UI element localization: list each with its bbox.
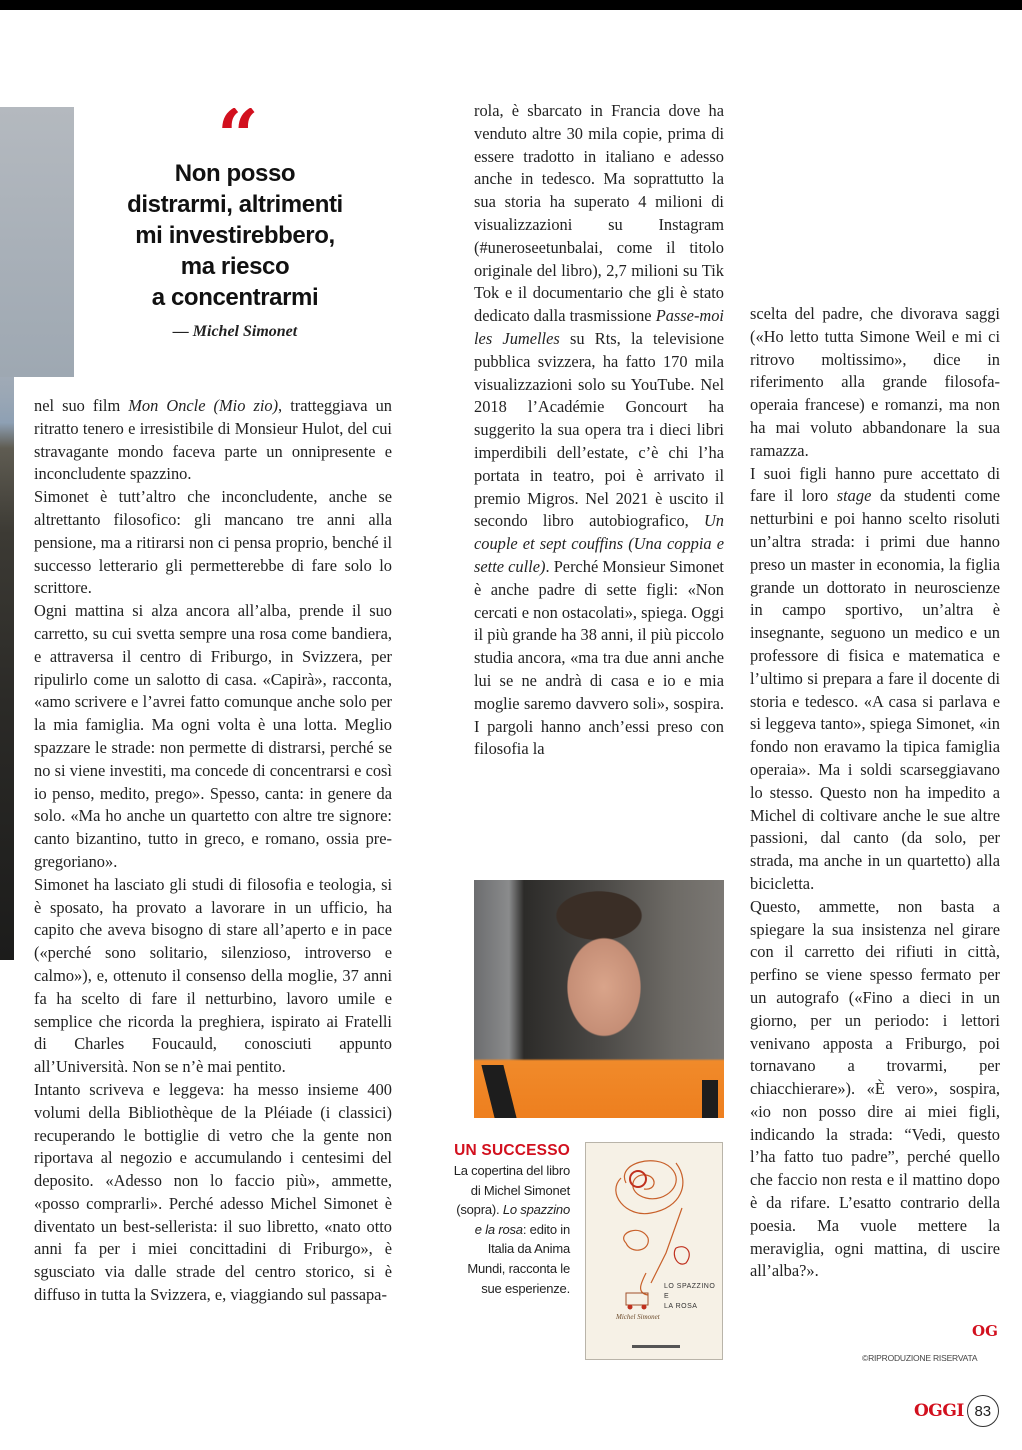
paragraph: Simonet è tutt’altro che inconcludente, anche se altrettanto filosofico: gli mancano tre anni alla pensione, ma a ritirarsi non ci pensa proprio, benché il successo letterario gli permetterebbe di fare solo lo scrittore.	[34, 487, 392, 598]
og-end-signature: OG	[972, 1322, 998, 1340]
text-run: da studenti come netturbini e poi hanno scelto risoluti un’altra strada: i primi due hanno preso un master in economia, la figlia grande un dottorato in neuroscienze in campo sportivo, un’altra è insegnante, seguono un medico e un professore di fisica e matematica e l’ultimo si prepara a fare il docente di storia e tedesco. «A casa si parlava e si leggeva tanto», spiega Simonet, «in fondo non eravamo la tipica famiglia operaia». Ma i soldi scarseggiavano lo stesso. Questo non ha impedito a Michel di coltivare anche le sue altre passioni, dal canto (da solo, per strada, ma anche in un quartetto) alla bicicletta.	[750, 486, 1000, 893]
page-number: 83	[967, 1395, 999, 1427]
text-run: La copertina del libro di Michel Simonet (sopra).	[453, 1163, 570, 1218]
pull-quote	[110, 108, 360, 341]
cover-author: Michel Simonet	[616, 1313, 660, 1321]
book-title: Un couple et sept couffins (Una coppia e sette culle)	[474, 511, 724, 576]
text-run: , tratteggiava un ritratto tenero e irresistibile di Monsieur Hulot, del cui stravagante mondo faceva parte un onnipresente e inconcludente spazzino.	[34, 396, 392, 484]
quote-line: ma riesco	[180, 253, 290, 280]
cover-title-line: E	[664, 1293, 670, 1300]
page-footer	[914, 1395, 999, 1427]
pull-quote-text	[110, 158, 360, 313]
text-run: rola, è sbarcato in Francia dove ha venduto altre 30 mila copie, prima di essere tradotto in italiano e adesso anche in tedesco. Ma soprattutto la sua storia ha superato 4 milioni di visualizzazioni su Instagram (#uneroseetunbalai, come il titolo originale del libro), 2,7 milioni su Tik Tok e il documentario che gli è stato dedicato dalla trasmissione	[474, 101, 724, 326]
text-run: nel suo film	[34, 396, 129, 415]
tv-show-title: Passe-moi les Jumelles	[474, 306, 724, 348]
copyright-notice: ©RIPRODUZIONE RISERVATA	[862, 1353, 978, 1363]
backpack-strap	[702, 1080, 718, 1118]
paragraph: Ogni mattina si alza ancora all’alba, prende il suo carretto, su cui svetta sempre una rosa come bandiera, e attraversa il centro di Friburgo, in Svizzera, per ripulirlo come un salotto di casa. «Capirà», racconta, «amo scrivere e l’avrei fatto comunque anche solo per la mia famiglia. Ma ogni volta è una lotta. Meglio spazzare le strade: non permette di distrarsi, perché se no si viene investiti, ma concede di concentrarsi e così io penso, medito, prego». Spesso, canta: in genere da solo. «Ma ho anche un quartetto con altre tre signore: canto bizantino, tutto in greco, e romano, ossia pre-gregoriano».	[34, 601, 392, 871]
paragraph: Questo, ammette, non basta a spiegare la sua insistenza nel girare con il carretto dei rifiuti in città, perfino se viene spesso fermato per un autografo («Fino a dieci in un giorno, per un periodo: i lettori venivano apposta a Friburgo, poi tornavano a trovarmi, per chiacchierare»). «È vero», sospira, «io non posso dire ai miei figli, indicando la strada: “Vedi, questo l’ha fatto tuo padre”, perché quello che faccio non resta e il mattino dopo è da rifare. L’esatto contrario della poesia. Ma vuole mettere la meraviglia, ogni mattina, di uscire all’alba?».	[750, 896, 1000, 1281]
cover-title-line: LA ROSA	[664, 1303, 698, 1310]
paragraph	[750, 463, 1000, 896]
quote-line: distrarmi, altrimenti	[127, 191, 343, 218]
text-run: . Perché Monsieur Simonet è anche padre di sette figli: «Non cercati e non ostacolati», spiega. Oggi il più grande ha 38 anni, il più piccolo studia ancora, «ma tra due anni anche lui se ne andrà di casa e io e mia moglie saremo davvero soli», sospira. I pargoli hanno anch’essi preso con filosofia la	[474, 556, 724, 759]
magazine-logo: OGGI	[914, 1401, 964, 1421]
article-column-1	[34, 395, 392, 1307]
quote-line: Non posso	[174, 160, 296, 187]
text-run: su Rts, la televisione pubblica svizzera, ha fatto 170 mila visualizzazioni solo su YouTube. Nel 2018 l’Académie Goncourt ha suggerito la sua opera tra i dieci libri imperdibili dell’estate, c’è chi l’ha portata in teatro, poi è arrivato il premio Migros. Nel 2021 è uscito il secondo libro autobiografico,	[474, 328, 724, 531]
rose-drawing-icon	[586, 1143, 724, 1361]
paragraph	[34, 395, 392, 486]
article-column-3	[750, 303, 1000, 1283]
portrait-photo-michel-simonet	[474, 880, 724, 1118]
caption-text	[452, 1161, 570, 1298]
backpack-strap	[481, 1065, 516, 1118]
italic-word: stage	[836, 486, 872, 506]
cover-title	[664, 1282, 715, 1312]
sky-area	[0, 107, 74, 377]
paragraph: Intanto scriveva e leggeva: ha messo insieme 400 volumi della Bibliothèque de la Pléiade (i classici) recuperando le bottiglie di vetro che la gente non riportava al negozio e accumulando i centesimi del deposito. «Adesso non lo faccio più», ammette, «posso comprarli». Perché adesso Michel Simonet è diventato un best-sellerista: il suo libretto, «nato otto anni fa per i miei concittadini di Friburgo», è sgusciato via dalle strade del centro storico, si è diffuso in tutta la Svizzera, e, viaggiando sul passapa-	[34, 1079, 392, 1305]
film-title: Mon Oncle (Mio zio)	[128, 396, 279, 415]
paragraph: scelta del padre, che divorava saggi («Ho letto tutta Simone Weil e mi ci ritrovo moltissimo», dice in riferimento alla grande filosofa-operaia francese) e romanzi, ma non ha mai voluto abbandonare la sua ramazza.	[750, 304, 1000, 460]
paragraph: Simonet ha lasciato gli studi di filosofia e teologia, si è sposato, ha provato a lavorare in un ufficio, ha capito che aveva bisogno di stare all’aperto e in pace («perché sono solitario, silenzioso, introverso e calmo»), e, ottenuto il consenso della moglie, 37 anni fa ha scelto di fare il netturbino, lavoro umile e semplice che ricorda la preghiera, ispirato ai Fratelli di Charles Foucauld, conosciuti appunto all’Università. Non se n’è mai pentito.	[34, 874, 392, 1077]
text-run: : edito in Italia da Anima Mundi, racconta le sue esperienze.	[467, 1221, 570, 1296]
photo-caption	[452, 1142, 570, 1298]
cover-title-line: LO SPAZZINO	[664, 1283, 716, 1290]
publisher-logo	[632, 1345, 680, 1348]
book-cover-image	[585, 1142, 723, 1360]
pull-quote-author: — Michel Simonet	[172, 323, 298, 340]
text-run: I suoi figli hanno pure accettato di fare il loro	[750, 463, 1000, 506]
caption-title: UN SUCCESSO	[454, 1142, 570, 1159]
paragraph	[474, 100, 724, 761]
quote-line: mi investirebbero,	[135, 222, 335, 249]
book-title: Lo spazzino e la rosa	[474, 1202, 570, 1237]
top-black-bar	[0, 0, 1022, 10]
quote-line: a concentrarmi	[151, 284, 319, 311]
quote-mark-icon: “	[217, 108, 253, 152]
article-column-2	[474, 100, 724, 761]
